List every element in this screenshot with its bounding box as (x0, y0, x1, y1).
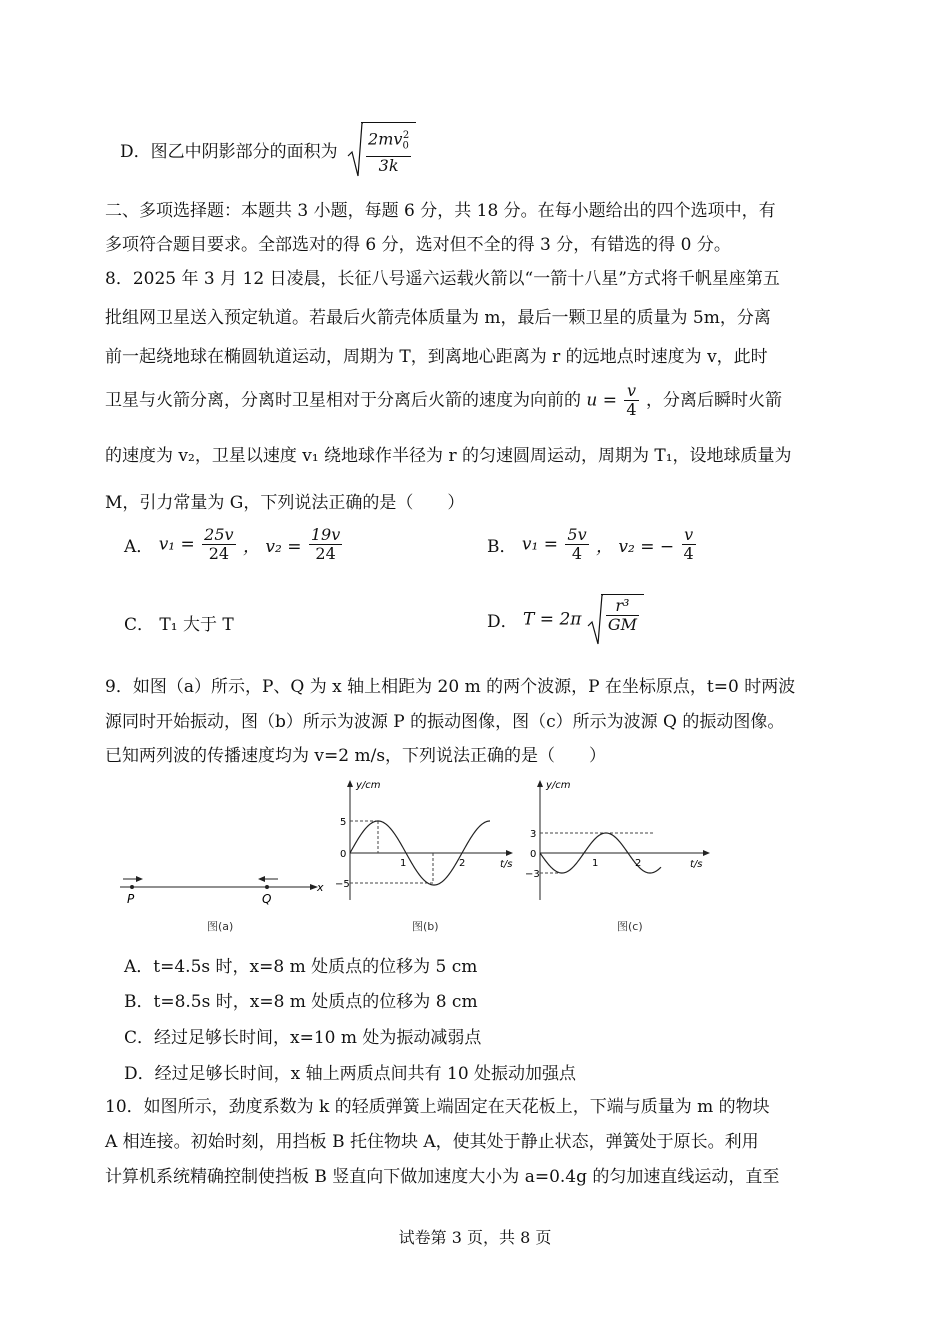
fig-c-yneg: −3 (525, 869, 540, 880)
q8-option-a (124, 526, 344, 563)
fig-a-p: P (127, 892, 135, 906)
fig-a-caption: 图(a) (207, 920, 234, 933)
fig-b-yneg: −5 (335, 879, 350, 890)
q9-line1: 9．如图（a）所示，P、Q 为 x 轴上相距为 20 m 的两个波源，P 在坐标原点，t=0 时两波 (105, 677, 796, 697)
q8-u-num: v (626, 381, 637, 400)
fig-b-xlabel: t/s (500, 859, 513, 870)
fig-b-caption: 图(b) (412, 920, 439, 933)
q8-option-a-label: A． (124, 537, 154, 557)
q8-b-d2: 4 (683, 544, 694, 563)
page-footer: 试卷第 3 页，共 8 页 (398, 1228, 552, 1247)
q9-option-b: B．t=8.5s 时，x=8 m 处质点的位移为 8 cm (124, 992, 478, 1012)
fig-c-ypos: 3 (530, 829, 537, 840)
q8-u-den: 4 (626, 400, 637, 419)
q10-line2: A 相连接。初始时刻，用挡板 B 托住物块 A，使其处于静止状态，弹簧处于原长。利用 (105, 1132, 759, 1152)
fig-c-t-arrow-icon (703, 850, 710, 856)
radical-sign-icon (347, 122, 363, 178)
fig-c-t2: 2 (635, 858, 642, 869)
fig-c-ylabel: y/cm (546, 780, 571, 791)
fig-c-y0: 0 (530, 849, 537, 860)
q8-a-d1: 24 (208, 544, 230, 563)
q8-line4a: 卫星与火箭分离，分离时卫星相对于分离后火箭的速度为向前的 (105, 390, 581, 411)
fig-b-y0: 0 (340, 849, 347, 860)
q8-option-d (487, 594, 644, 645)
fig-a-x: x (317, 881, 324, 894)
q8-option-b (487, 526, 698, 563)
fig-c-y-arrow-icon (537, 780, 543, 787)
fig-c-t1: 1 (592, 858, 599, 869)
q7-den: 3k (378, 155, 399, 175)
fig-b-ylabel: y/cm (356, 780, 381, 791)
q8-line6: M，引力常量为 G，下列说法正确的是（ ） (105, 493, 465, 513)
q9-option-c: C．经过足够长时间，x=10 m 处为振动减弱点 (124, 1028, 482, 1048)
fig-c-xlabel: t/s (690, 859, 703, 870)
q9-line3: 已知两列波的传播速度均为 v=2 m/s，下列说法正确的是（ ） (105, 746, 607, 766)
q8-a-v1: v₁ = (158, 534, 195, 555)
q-arrow-icon (258, 876, 265, 882)
q-dot (265, 885, 269, 889)
q10-line3: 计算机系统精确控制使挡板 B 竖直向下做加速度大小为 a=0.4g 的匀加速直线运动，直至 (105, 1167, 780, 1187)
q8-a-v2: ， v₂ = (242, 537, 302, 557)
q8-option-d-label: D． (487, 612, 518, 632)
section2-line2: 多项符合题目要求。全部选对的得 6 分，选对但不全的得 3 分，有错选的得 0 分。 (105, 235, 731, 255)
fig-b-y-arrow-icon (347, 780, 353, 787)
radical-sign-icon (587, 594, 603, 646)
q8-line2: 批组网卫星送入预定轨道。若最后火箭壳体质量为 m，最后一颗卫星的质量为 5m，分离 (105, 308, 771, 328)
q8-b-n1: 5v (567, 525, 587, 544)
section2-line1: 二、多项选择题：本题共 3 小题，每题 6 分，共 18 分。在每小题给出的四个选项中，有 (105, 201, 776, 221)
q8-b-n2: v (684, 525, 694, 544)
fig-a-q: Q (262, 892, 272, 906)
p-dot (130, 885, 134, 889)
q8-line4b: ，分离后瞬时火箭 (646, 390, 783, 411)
q8-b-d1: 4 (571, 544, 583, 563)
q8-u-eq: u = (586, 390, 618, 411)
q8-d-den: GM (607, 615, 638, 634)
fig-b-t-arrow-icon (506, 850, 513, 856)
figure-a (115, 860, 330, 910)
q9-option-d: D．经过足够长时间，x 轴上两质点间共有 10 处振动加强点 (124, 1064, 577, 1084)
q7-num-sub: 0 (402, 140, 409, 152)
q9-line2: 源同时开始振动，图（b）所示为波源 P 的振动图像，图（c）所示为波源 Q 的振动图像。 (105, 712, 785, 732)
q8-line3: 前一起绕地球在椭圆轨道运动，周期为 T，到离地心距离为 r 的远地点时速度为 v，此时 (105, 347, 768, 367)
fig-b-ypos: 5 (340, 817, 347, 828)
fig-b-t1: 1 (400, 858, 407, 869)
p-arrow-icon (136, 876, 143, 882)
q8-line1: 8．2025 年 3 月 12 日凌晨，长征八号遥六运载火箭以“一箭十八星”方式将千帆星座第五 (105, 269, 780, 289)
q8-a-n2: 19v (310, 525, 341, 544)
q8-a-d2: 24 (315, 544, 336, 563)
q8-line5: 的速度为 v₂，卫星以速度 v₁ 绕地球作半径为 r 的匀速圆周运动，周期为 T₁，设地球质量为 (105, 446, 792, 466)
q8-b-v1: v₁ = (521, 534, 558, 555)
q8-sqrt-expression (587, 594, 644, 645)
q7-sqrt-expression (347, 122, 416, 177)
q8-option-c: C． T₁ 大于 T (124, 615, 234, 635)
fig-c-caption: 图(c) (617, 920, 643, 933)
q9-option-a: A．t=4.5s 时，x=8 m 处质点的位移为 5 cm (124, 957, 478, 977)
q8-d-t: T = 2π (523, 609, 582, 630)
q8-a-n1: 25v (204, 525, 234, 544)
figure-c (520, 775, 720, 905)
q7-num-sup: 2 (402, 130, 410, 141)
q8-option-b-label: B． (487, 537, 517, 557)
q7-option-d-label: D．图乙中阴影部分的面积为 (120, 142, 338, 162)
q8-d-num: r³ (615, 596, 630, 615)
fig-b-t2: 2 (459, 858, 466, 869)
q8-b-v2: ， v₂ = − (596, 537, 675, 557)
q7-option-d (120, 122, 416, 177)
q10-line1: 10．如图所示，劲度系数为 k 的轻质弹簧上端固定在天花板上，下端与质量为 m 的物块 (105, 1097, 770, 1117)
figure-b (330, 775, 520, 905)
q7-num: 2mv (368, 129, 403, 149)
q8-line4 (105, 382, 850, 422)
